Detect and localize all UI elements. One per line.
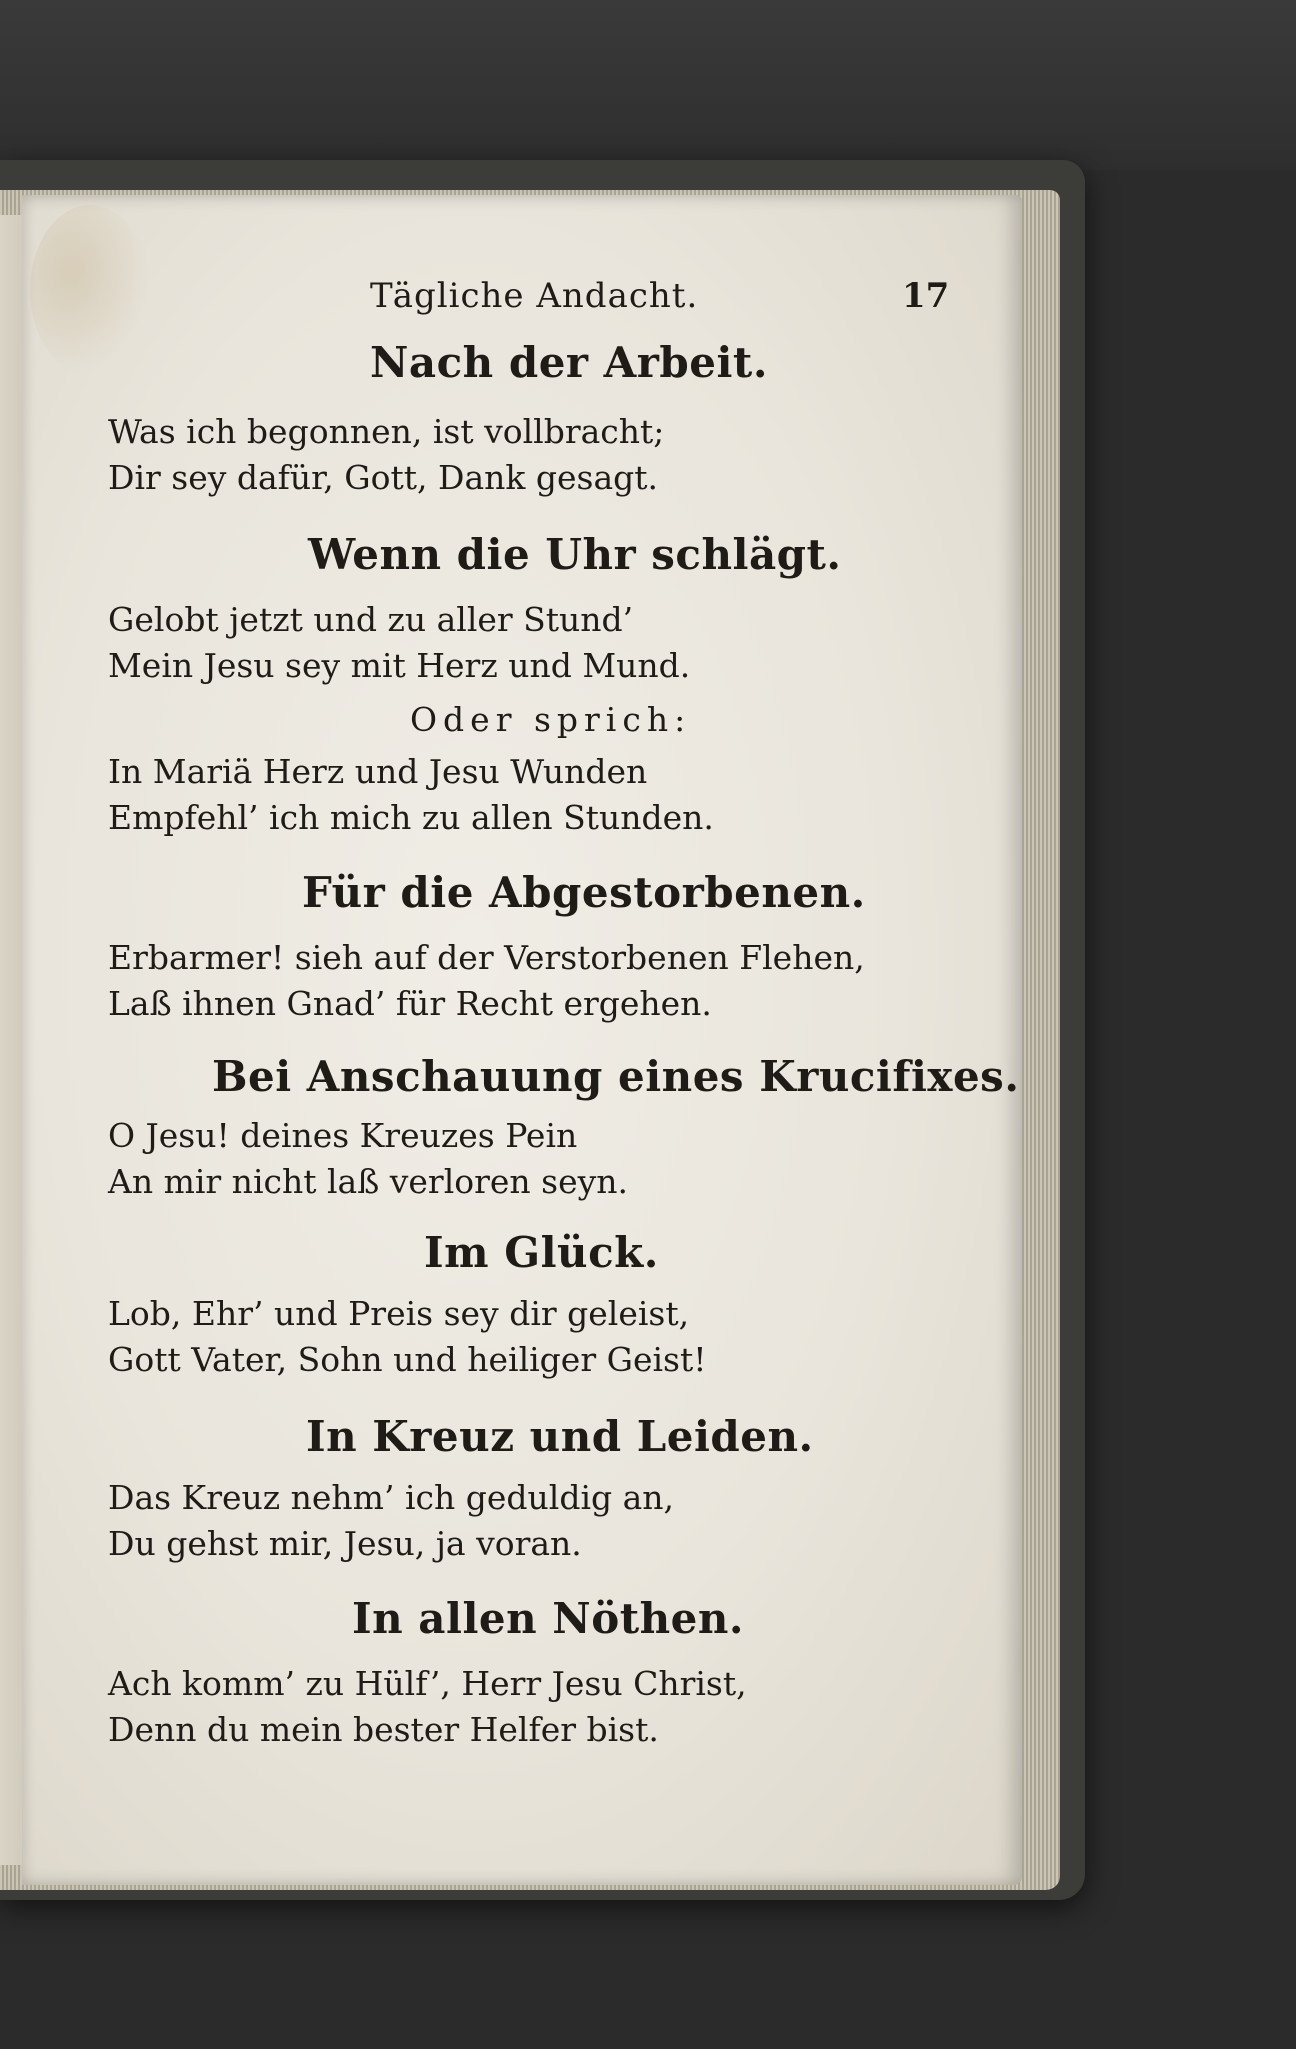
section-heading: Wenn die Uhr schlägt. xyxy=(308,530,842,579)
section-heading: In Kreuz und Leiden. xyxy=(306,1412,814,1461)
verse-line: Gott Vater, Sohn und heiliger Geist! xyxy=(108,1340,707,1379)
section-heading: Im Glück. xyxy=(424,1228,659,1277)
verse-line: Laß ihnen Gnad’ für Recht ergehen. xyxy=(108,984,712,1023)
verse-line: Das Kreuz nehm’ ich geduldig an, xyxy=(108,1478,675,1517)
verse-line: Dir sey dafür, Gott, Dank gesagt. xyxy=(108,458,659,497)
verse-line: Gelobt jetzt und zu aller Stund’ xyxy=(108,600,634,639)
verse-line: Erbarmer! sieh auf der Verstorbenen Flehen, xyxy=(108,938,865,977)
running-head: Tägliche Andacht. xyxy=(370,276,699,316)
verse-line: Du gehst mir, Jesu, ja voran. xyxy=(108,1524,582,1563)
verse-line: Was ich begonnen, ist vollbracht; xyxy=(108,412,665,451)
verse-line: Empfehl’ ich mich zu allen Stunden. xyxy=(108,798,714,837)
section-heading: In allen Nöthen. xyxy=(352,1594,745,1643)
verse-line: An mir nicht laß verloren seyn. xyxy=(108,1162,629,1201)
section-heading: Nach der Arbeit. xyxy=(370,338,768,387)
verse-line: Ach komm’ zu Hülf’, Herr Jesu Christ, xyxy=(108,1664,747,1703)
verse-line: Denn du mein bester Helfer bist. xyxy=(108,1710,659,1749)
verse-line: O Jesu! deines Kreuzes Pein xyxy=(108,1116,578,1155)
section-heading: Für die Abgestorbenen. xyxy=(302,868,866,917)
verse-line: Lob, Ehr’ und Preis sey dir geleist, xyxy=(108,1294,690,1333)
verse-line: Mein Jesu sey mit Herz und Mund. xyxy=(108,646,691,685)
section-heading: Bei Anschauung eines Krucifixes. xyxy=(212,1052,1020,1101)
alternative-label: Oder sprich: xyxy=(410,700,692,739)
verse-line: In Mariä Herz und Jesu Wunden xyxy=(108,752,648,791)
page-number: 17 xyxy=(902,276,950,316)
